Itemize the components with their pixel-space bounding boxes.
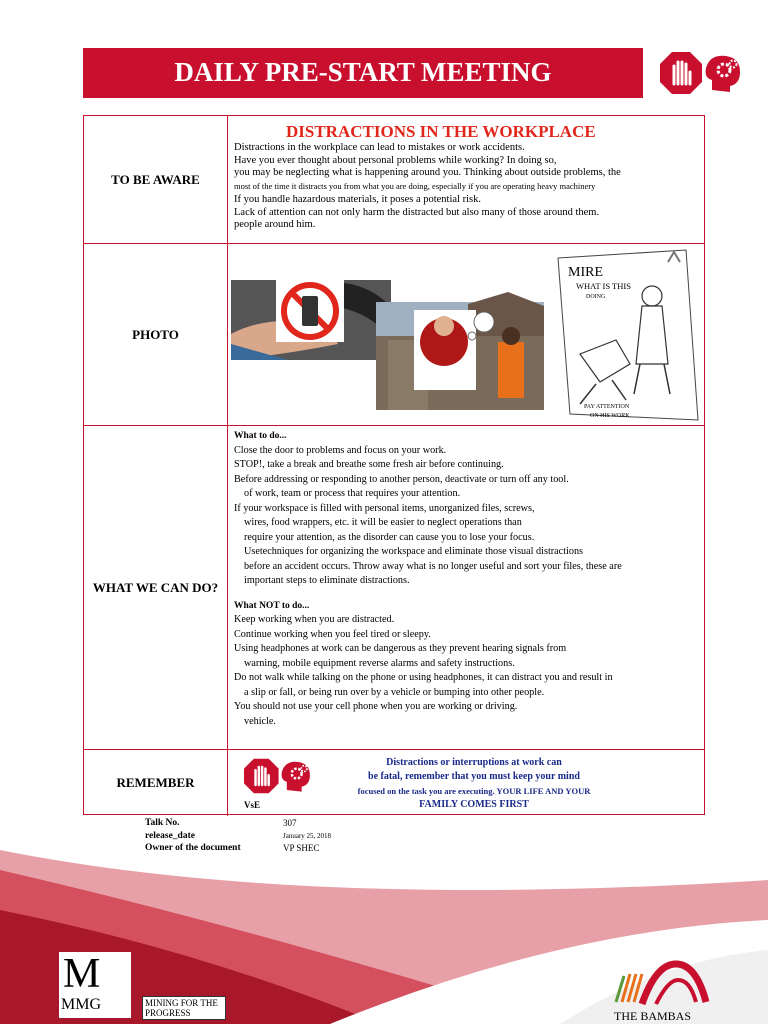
list-item: Using headphones at work can be dangerous as they prevent hearing signals from bbox=[234, 643, 567, 654]
cartoon-question: WHAT IS THIS bbox=[576, 281, 631, 291]
list-item: Before addressing or responding to another person, deactivate or turn off any tool. bbox=[234, 473, 569, 485]
aware-line: most of the time it distracts you from what you are doing, especially if you are operating heavy machinery bbox=[234, 180, 596, 191]
list-item: You should not use your cell phone when you are working or driving. bbox=[234, 701, 518, 712]
worker-daydream-photo bbox=[376, 292, 544, 410]
list-item: important steps to eliminate distractions. bbox=[244, 575, 410, 586]
bambas-name: THE BAMBAS bbox=[614, 1009, 692, 1023]
list-item: before an accident occurs. Throw away what is no longer useful and sort your files, these are bbox=[244, 560, 622, 572]
photo-collage bbox=[228, 244, 702, 424]
aware-line: If you handle hazardous materials, it poses a potential risk. bbox=[234, 194, 481, 205]
stop-hand-mind-icon bbox=[244, 756, 314, 796]
label-remember: REMEMBER bbox=[84, 750, 228, 816]
list-item: vehicle. bbox=[244, 715, 276, 727]
cartoon-footer-2: ON HIS WORK bbox=[590, 413, 630, 419]
list-item: STOP!, take a break and breathe some fresh air before continuing. bbox=[234, 459, 504, 470]
section-title: DISTRACTIONS IN THE WORKPLACE bbox=[286, 122, 596, 141]
list-item: warning, mobile equipment reverse alarms and safety instructions. bbox=[244, 657, 515, 669]
meta-label: Owner of the document bbox=[145, 843, 241, 853]
row-remember bbox=[84, 750, 704, 816]
aware-line: Lack of attention can not only harm the distracted but also many of those around them. bbox=[234, 206, 600, 218]
meta-value: VP SHEC bbox=[283, 843, 320, 853]
mmg-tagline: MINING FOR THE PROGRESS bbox=[142, 996, 226, 1020]
not-heading: What NOT to do... bbox=[234, 600, 310, 611]
remember-text bbox=[324, 756, 624, 812]
remember-line: FAMILY COMES FIRST bbox=[419, 799, 529, 810]
aware-line: Distractions in the workplace can lead to mistakes or work accidents. bbox=[234, 142, 525, 153]
list-item: Keep working when you are distracted. bbox=[234, 614, 395, 625]
aware-line: you may be neglecting what is happening around you. Thinking about outside problems, the bbox=[234, 167, 621, 178]
row-to-be-aware bbox=[84, 116, 704, 244]
remember-line: Distractions or interruptions at work can bbox=[386, 757, 562, 768]
row-what-we-can-do bbox=[84, 426, 704, 750]
meta-label: release_date bbox=[145, 830, 195, 841]
aware-text bbox=[234, 142, 696, 232]
remember-line: be fatal, remember that you must keep your mind bbox=[368, 771, 580, 782]
list-item: a slip or fall, or being run over by a vehicle or bumping into other people. bbox=[244, 686, 545, 698]
row-photo bbox=[84, 244, 704, 426]
label-to-be-aware: TO BE AWARE bbox=[84, 116, 228, 243]
label-what-we-can-do: WHAT WE CAN DO? bbox=[84, 426, 228, 749]
list-item: Close the door to problems and focus on your work. bbox=[234, 444, 447, 456]
driving-phone-photo bbox=[231, 280, 391, 360]
page-title: DAILY PRE-START MEETING bbox=[83, 48, 643, 98]
list-item: Continue working when you feel tired or sleepy. bbox=[234, 628, 431, 640]
aware-line: Have you ever thought about personal problems while working? In doing so, bbox=[234, 154, 557, 166]
list-item: Do not walk while talking on the phone or using headphones, it can distract you and result in bbox=[234, 672, 613, 683]
label-photo: PHOTO bbox=[84, 244, 228, 425]
remember-line: focused on the task you are executing. YOUR LIFE AND YOUR bbox=[357, 786, 591, 796]
stop-hand-mind-icon bbox=[660, 50, 745, 96]
meta-value: January 25, 2018 bbox=[283, 831, 332, 840]
todo-list bbox=[234, 429, 696, 729]
cartoon-title: MIRE bbox=[568, 265, 603, 280]
list-item: wires, food wrappers, etc. it will be easier to neglect operations than bbox=[244, 517, 522, 528]
do-heading: What to do... bbox=[234, 431, 287, 441]
list-item: require your attention, as the disorder can cause you to lose your focus. bbox=[244, 531, 535, 543]
list-item: Usetechniques for organizing the workspace and eliminate those visual distractions bbox=[244, 546, 584, 557]
mmg-name: MMG bbox=[61, 996, 102, 1013]
logo-caption: VsE bbox=[244, 800, 261, 810]
cartoon-footer-1: PAY ATTENTION bbox=[584, 404, 630, 410]
cartoon-question-2: DOING bbox=[586, 294, 606, 300]
cartoon-poster bbox=[558, 250, 698, 420]
meta-value: 307 bbox=[283, 818, 297, 828]
list-item: of work, team or process that requires your attention. bbox=[244, 488, 461, 499]
list-item: If your workspace is filled with personal items, unorganized files, screws, bbox=[234, 502, 535, 514]
aware-line: people around him. bbox=[234, 219, 316, 230]
mmg-letter: M bbox=[63, 951, 101, 997]
meta-label: Talk No. bbox=[145, 818, 180, 828]
content-table bbox=[83, 115, 705, 815]
mmg-logo bbox=[59, 952, 131, 1018]
